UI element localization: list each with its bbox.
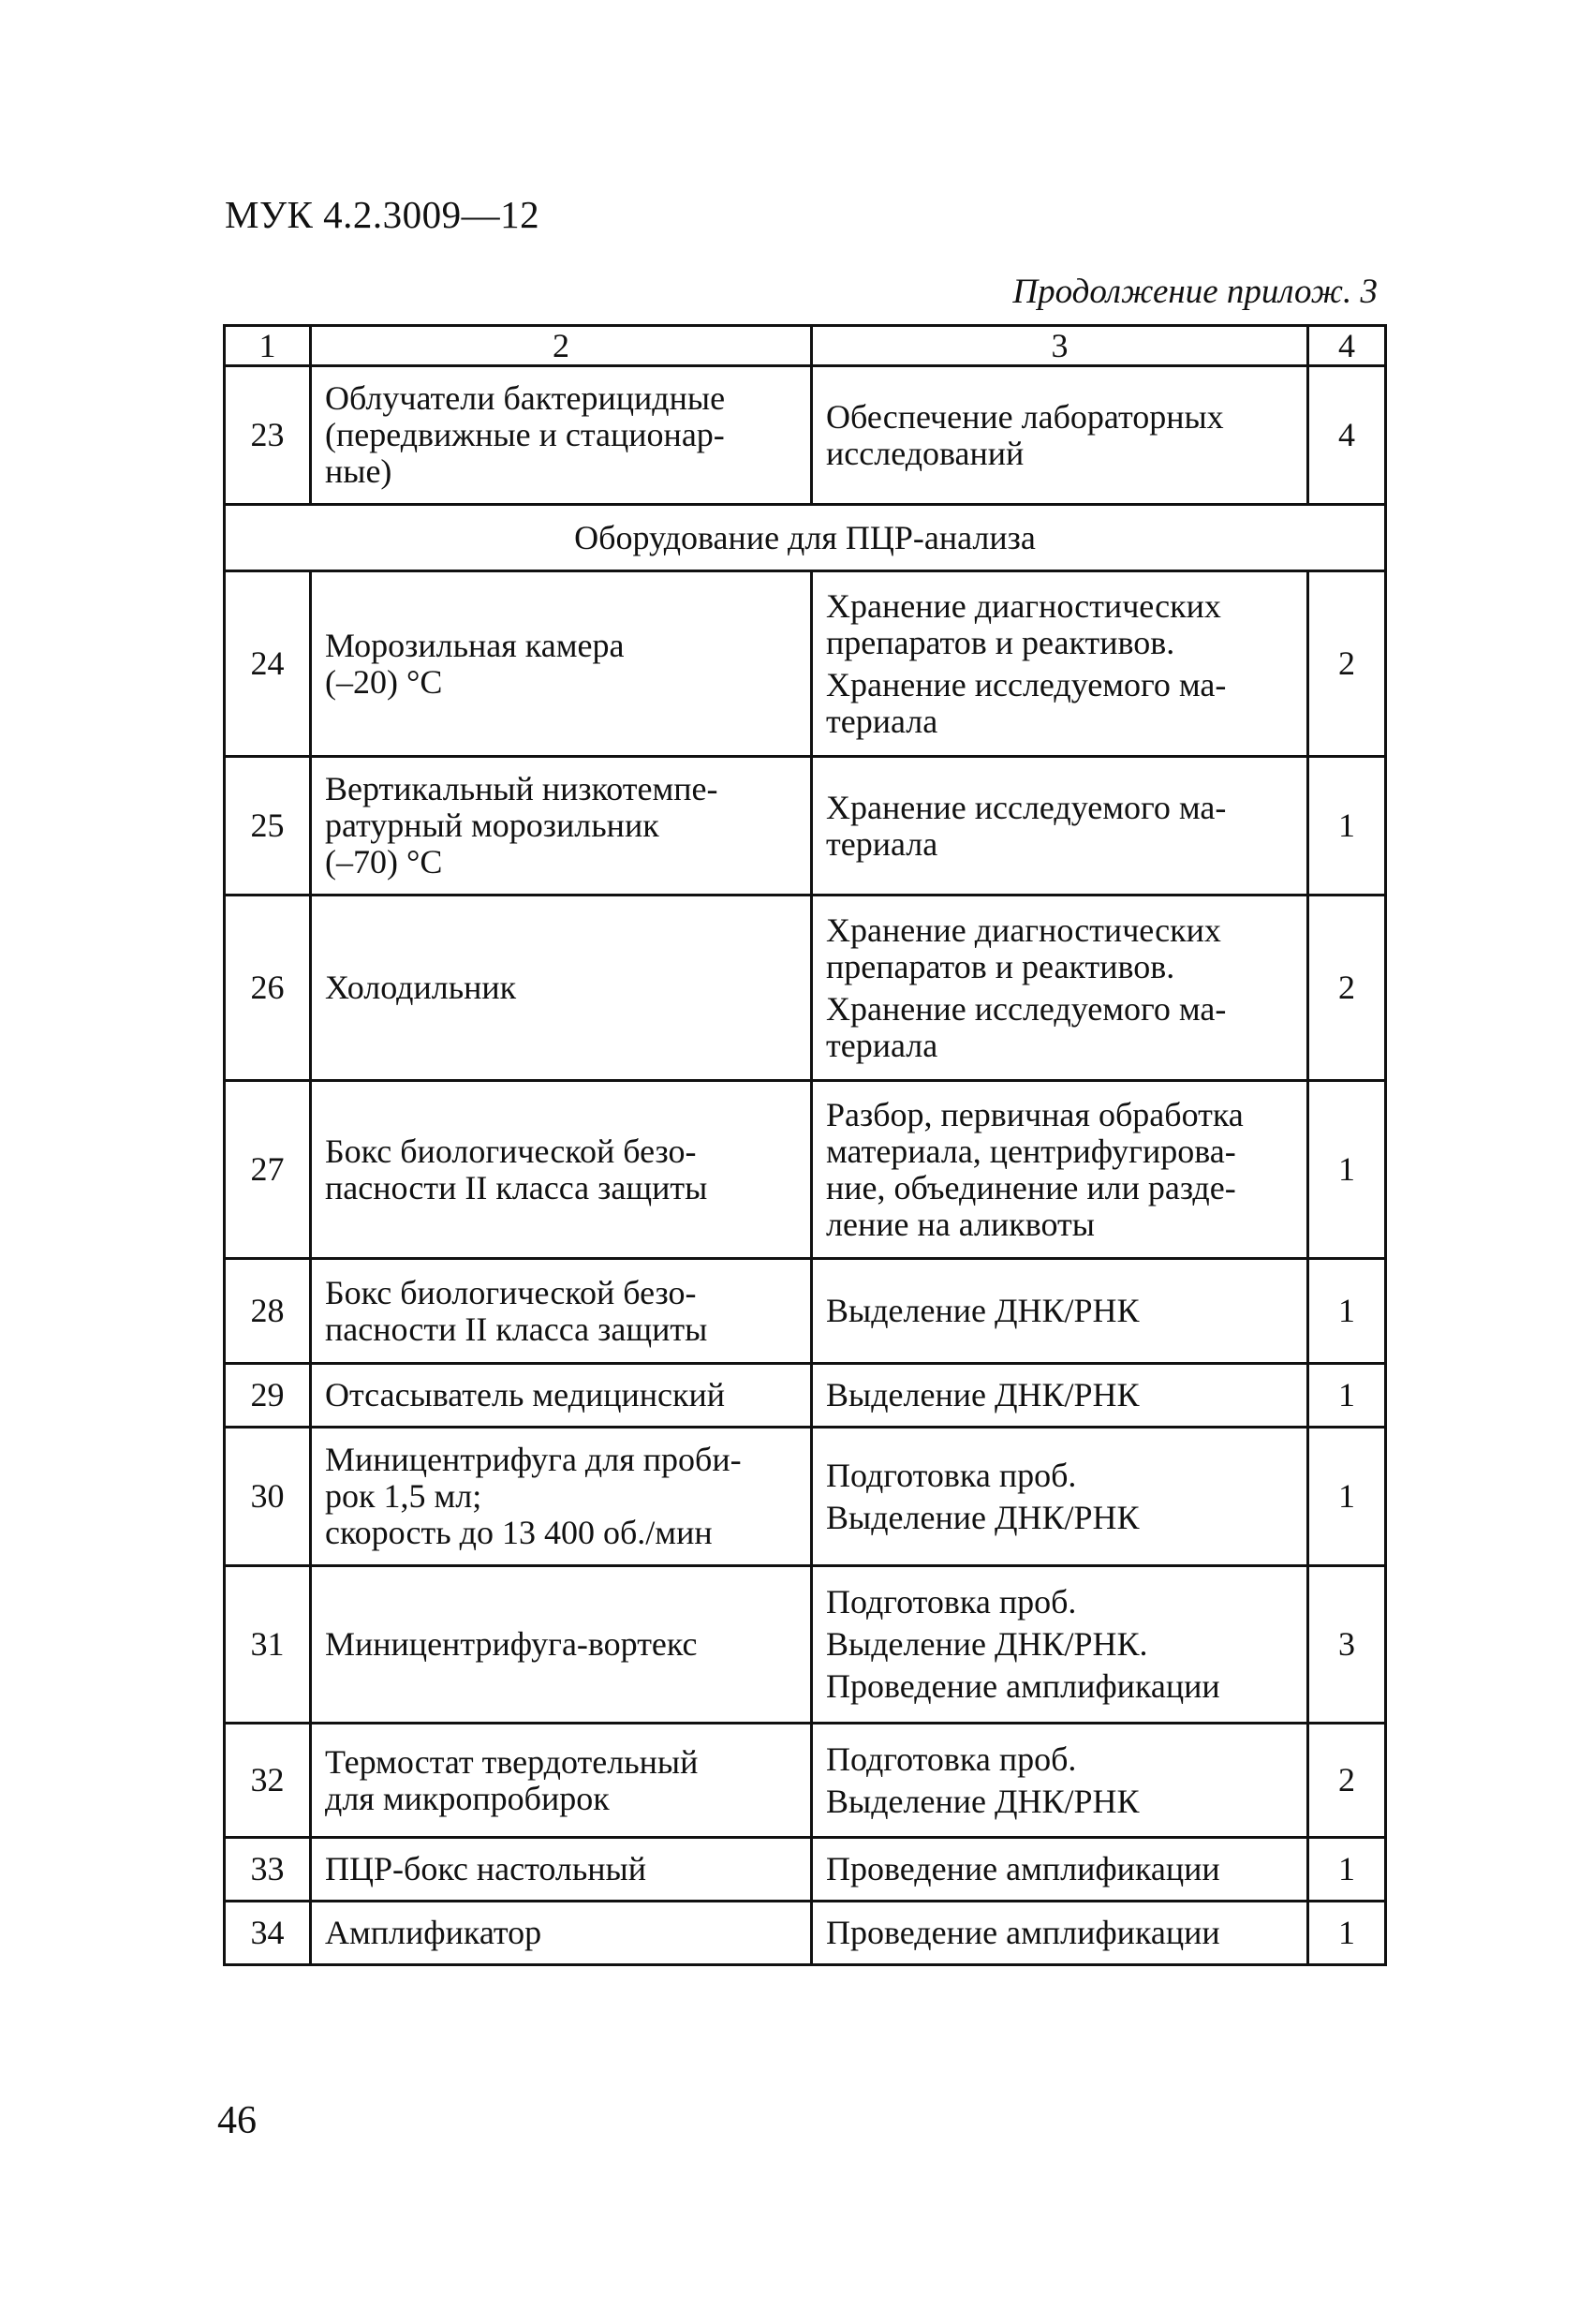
equipment-name-line: Отсасыватель медицинский	[325, 1376, 726, 1414]
equipment-name-line: Облучатели бактерицидные	[325, 379, 726, 417]
equipment-purpose-line: препаратов и реактивов.	[826, 947, 1175, 985]
equipment-name-line: ПЦР-бокс настольный	[325, 1850, 647, 1887]
equipment-purpose	[812, 896, 1308, 1081]
equipment-name-line: пасности II класса защиты	[325, 1168, 708, 1206]
table-body	[225, 366, 1386, 1965]
equipment-purpose-line: Обеспечение лабораторных	[826, 397, 1224, 436]
table-row	[225, 1259, 1386, 1364]
equipment-purpose-line: териала	[826, 1026, 938, 1064]
equipment-name-line: рок 1,5 мл;	[325, 1477, 482, 1515]
equipment-purpose-line: ние, объединение или разде-	[826, 1168, 1236, 1206]
equipment-purpose-line: ление на аликвоты	[826, 1205, 1095, 1243]
table-row	[225, 757, 1386, 896]
equipment-name-line: (передвижные и стационар-	[325, 416, 725, 453]
equipment-purpose-line: Хранение исследуемого ма-	[826, 989, 1227, 1028]
page-number: 46	[217, 2099, 257, 2142]
row-number: 29	[225, 1364, 311, 1428]
equipment-purpose	[812, 1081, 1308, 1259]
table-row	[225, 1902, 1386, 1965]
equipment-quantity: 1	[1308, 1902, 1386, 1965]
equipment-quantity: 1	[1308, 757, 1386, 896]
equipment-name-line: Морозильная камера	[325, 626, 625, 664]
row-number: 28	[225, 1259, 311, 1364]
equipment-name-line: Миницентрифуга-вортекс	[325, 1625, 698, 1663]
equipment-table	[223, 324, 1387, 1966]
equipment-quantity: 1	[1308, 1838, 1386, 1902]
equipment-name	[311, 1724, 812, 1838]
equipment-purpose	[812, 757, 1308, 896]
equipment-purpose-line: Подготовка проб.	[826, 1739, 1077, 1778]
equipment-purpose	[812, 1838, 1308, 1902]
equipment-quantity: 1	[1308, 1081, 1386, 1259]
equipment-name-line: скорость до 13 400 об./мин	[325, 1514, 713, 1551]
equipment-name-line: Холодильник	[325, 969, 517, 1006]
equipment-quantity: 1	[1308, 1428, 1386, 1566]
equipment-purpose-line: исследований	[826, 434, 1025, 472]
equipment-purpose	[812, 366, 1308, 505]
equipment-purpose-line: препаратов и реактивов.	[826, 623, 1175, 661]
row-number: 32	[225, 1724, 311, 1838]
equipment-name-line: пасности II класса защиты	[325, 1310, 708, 1348]
equipment-name	[311, 366, 812, 505]
equipment-name-line: Вертикальный низкотемпе-	[325, 770, 718, 807]
equipment-purpose-line: материала, центрифугирова-	[826, 1132, 1236, 1170]
document-code: МУК 4.2.3009—12	[225, 193, 540, 236]
row-number: 24	[225, 571, 311, 757]
equipment-quantity: 2	[1308, 1724, 1386, 1838]
table-row	[225, 896, 1386, 1081]
equipment-purpose-line: Выделение ДНК/РНК	[826, 1498, 1140, 1536]
equipment-name	[311, 1428, 812, 1566]
row-number: 25	[225, 757, 311, 896]
equipment-name	[311, 1081, 812, 1259]
equipment-name	[311, 1259, 812, 1364]
equipment-name	[311, 896, 812, 1081]
row-number: 23	[225, 366, 311, 505]
equipment-quantity: 4	[1308, 366, 1386, 505]
equipment-quantity: 2	[1308, 571, 1386, 757]
equipment-purpose	[812, 571, 1308, 757]
equipment-purpose	[812, 1902, 1308, 1965]
equipment-name	[311, 1902, 812, 1965]
equipment-purpose	[812, 1724, 1308, 1838]
column-header: 4	[1308, 326, 1386, 366]
equipment-name-line: для микропробирок	[325, 1779, 610, 1817]
equipment-purpose-line: Проведение амплификации	[826, 1914, 1220, 1951]
equipment-purpose-line: Подготовка проб.	[826, 1583, 1077, 1621]
equipment-purpose-line: Проведение амплификации	[826, 1850, 1220, 1887]
row-number: 26	[225, 896, 311, 1081]
equipment-name	[311, 1566, 812, 1724]
equipment-name	[311, 571, 812, 757]
equipment-purpose	[812, 1364, 1308, 1428]
row-number: 34	[225, 1902, 311, 1965]
equipment-purpose-line: Подготовка проб.	[826, 1456, 1077, 1494]
equipment-purpose-line: Хранение диагностических	[826, 586, 1221, 625]
equipment-purpose	[812, 1566, 1308, 1724]
equipment-purpose-line: Выделение ДНК/РНК	[826, 1782, 1140, 1820]
row-number: 30	[225, 1428, 311, 1566]
table-row	[225, 1364, 1386, 1428]
equipment-name-line: (–70) °C	[325, 843, 443, 881]
equipment-purpose-line: Выделение ДНК/РНК	[826, 1376, 1140, 1414]
row-number: 31	[225, 1566, 311, 1724]
equipment-quantity: 2	[1308, 896, 1386, 1081]
equipment-name	[311, 757, 812, 896]
equipment-purpose-line: Хранение исследуемого ма-	[826, 788, 1227, 826]
table-row	[225, 366, 1386, 505]
column-header: 1	[225, 326, 311, 366]
equipment-purpose-line: Разбор, первичная обработка	[826, 1095, 1244, 1133]
equipment-purpose	[812, 1259, 1308, 1364]
equipment-name-line: ратурный морозильник	[325, 807, 659, 844]
continuation-note: Продолжение прилож. 3	[1012, 273, 1378, 311]
equipment-name-line: ные)	[325, 452, 392, 490]
table-row	[225, 1724, 1386, 1838]
table-row	[225, 571, 1386, 757]
equipment-purpose	[812, 1428, 1308, 1566]
equipment-purpose-line: Проведение амплификации	[826, 1667, 1220, 1705]
equipment-purpose-line: Хранение исследуемого ма-	[826, 665, 1227, 703]
table-row	[225, 1838, 1386, 1902]
column-header: 3	[812, 326, 1308, 366]
column-number-row	[225, 326, 1386, 366]
table-row	[225, 1081, 1386, 1259]
row-number: 27	[225, 1081, 311, 1259]
column-header: 2	[311, 326, 812, 366]
equipment-name-line: Миницентрифуга для проби-	[325, 1441, 742, 1478]
equipment-name-line: Бокс биологической безо-	[325, 1132, 697, 1170]
section-title: Оборудование для ПЦР-анализа	[225, 505, 1386, 571]
equipment-name	[311, 1364, 812, 1428]
equipment-quantity: 1	[1308, 1364, 1386, 1428]
table-row	[225, 1566, 1386, 1724]
equipment-purpose-line: териала	[826, 702, 938, 740]
equipment-purpose-line: териала	[826, 824, 938, 863]
equipment-purpose-line: Выделение ДНК/РНК	[826, 1292, 1140, 1329]
equipment-purpose-line: Выделение ДНК/РНК.	[826, 1625, 1148, 1663]
equipment-quantity: 1	[1308, 1259, 1386, 1364]
equipment-name-line: Бокс биологической безо-	[325, 1273, 697, 1311]
section-row	[225, 505, 1386, 571]
equipment-name-line: Термостат твердотельный	[325, 1742, 699, 1781]
equipment-name-line: Амплификатор	[325, 1914, 542, 1951]
equipment-purpose-line: Хранение диагностических	[826, 910, 1221, 949]
equipment-name-line: (–20) °C	[325, 662, 443, 701]
row-number: 33	[225, 1838, 311, 1902]
equipment-quantity: 3	[1308, 1566, 1386, 1724]
equipment-name	[311, 1838, 812, 1902]
table-row	[225, 1428, 1386, 1566]
